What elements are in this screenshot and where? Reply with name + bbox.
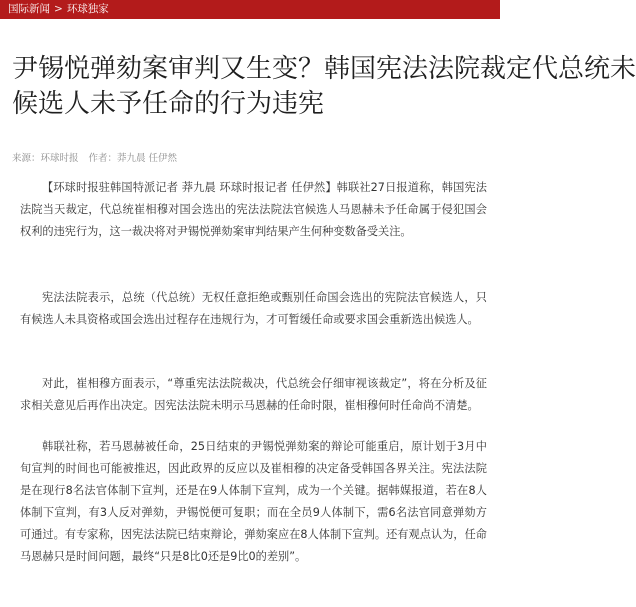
breadcrumb-separator: > (54, 3, 63, 15)
top-nav-bar (0, 0, 500, 19)
breadcrumb-channel-link[interactable]: 环球独家 (66, 3, 109, 15)
article-meta (12, 150, 177, 164)
article-title-line-1: 尹锡悦弹劾案审判又生变？韩国宪法法院裁定代总统未 (12, 54, 636, 84)
breadcrumb-section-link[interactable]: 国际新闻 (8, 3, 50, 15)
breadcrumb (8, 2, 109, 17)
article-paragraph: 韩联社称，若马恩赫被任命，25日结束的尹锡悦弹劾案的辩论可能重启，原计划于3月中旬宣判的时间也可能被推迟，因此政界的反应以及崔相穆的决定备受韩国各界关注。宪法法院是在现行8名法官体制下宣判，还是在9人体制下宣判，成为一个关键。据韩媒报道，若在8人体制下宣判，有3人反对弹劾，尹锡悦便可复职；而在全员9人体制下，需6名法官同意弹劾方可通过。有专家称，因宪法法院已结束辩论，弹劾案应在8人体制下宣判。还有观点认为，任命马恩赫只是时间问题，最终“只是8比0还是9比0的差别”。 (20, 440, 487, 563)
article-author: 作者：莽九晨 任伊然 (88, 153, 178, 164)
article-title-line-2: 候选人未予任命的行为违宪 (12, 89, 325, 119)
article-source: 来源：环球时报 (12, 153, 79, 164)
article-title (12, 52, 636, 122)
article-paragraph: 【环球时报驻韩国特派记者 莽九晨 环球时报记者 任伊然】韩联社27日报道称，韩国宪法法院当天裁定，代总统崔相穆对国会选出的宪法法院法官候选人马恩赫未予任命属于侵犯国会权利的违宪行为，这一裁决将对尹锡悦弹劾案审判结果产生何种变数备受关注。 (20, 181, 487, 238)
article-paragraph: 宪法法院表示，总统（代总统）无权任意拒绝或甄别任命国会选出的宪院法官候选人，只有候选人未具资格或国会选出过程存在违规行为，才可暂缓任命或要求国会重新选出候选人。 (20, 291, 487, 326)
article-paragraph: 对此，崔相穆方面表示，“尊重宪法法院裁决，代总统会仔细审视该裁定”，将在分析及征求相关意见后再作出决定。因宪法法院未明示马恩赫的任命时限，崔相穆何时任命尚不清楚。 (20, 377, 487, 412)
